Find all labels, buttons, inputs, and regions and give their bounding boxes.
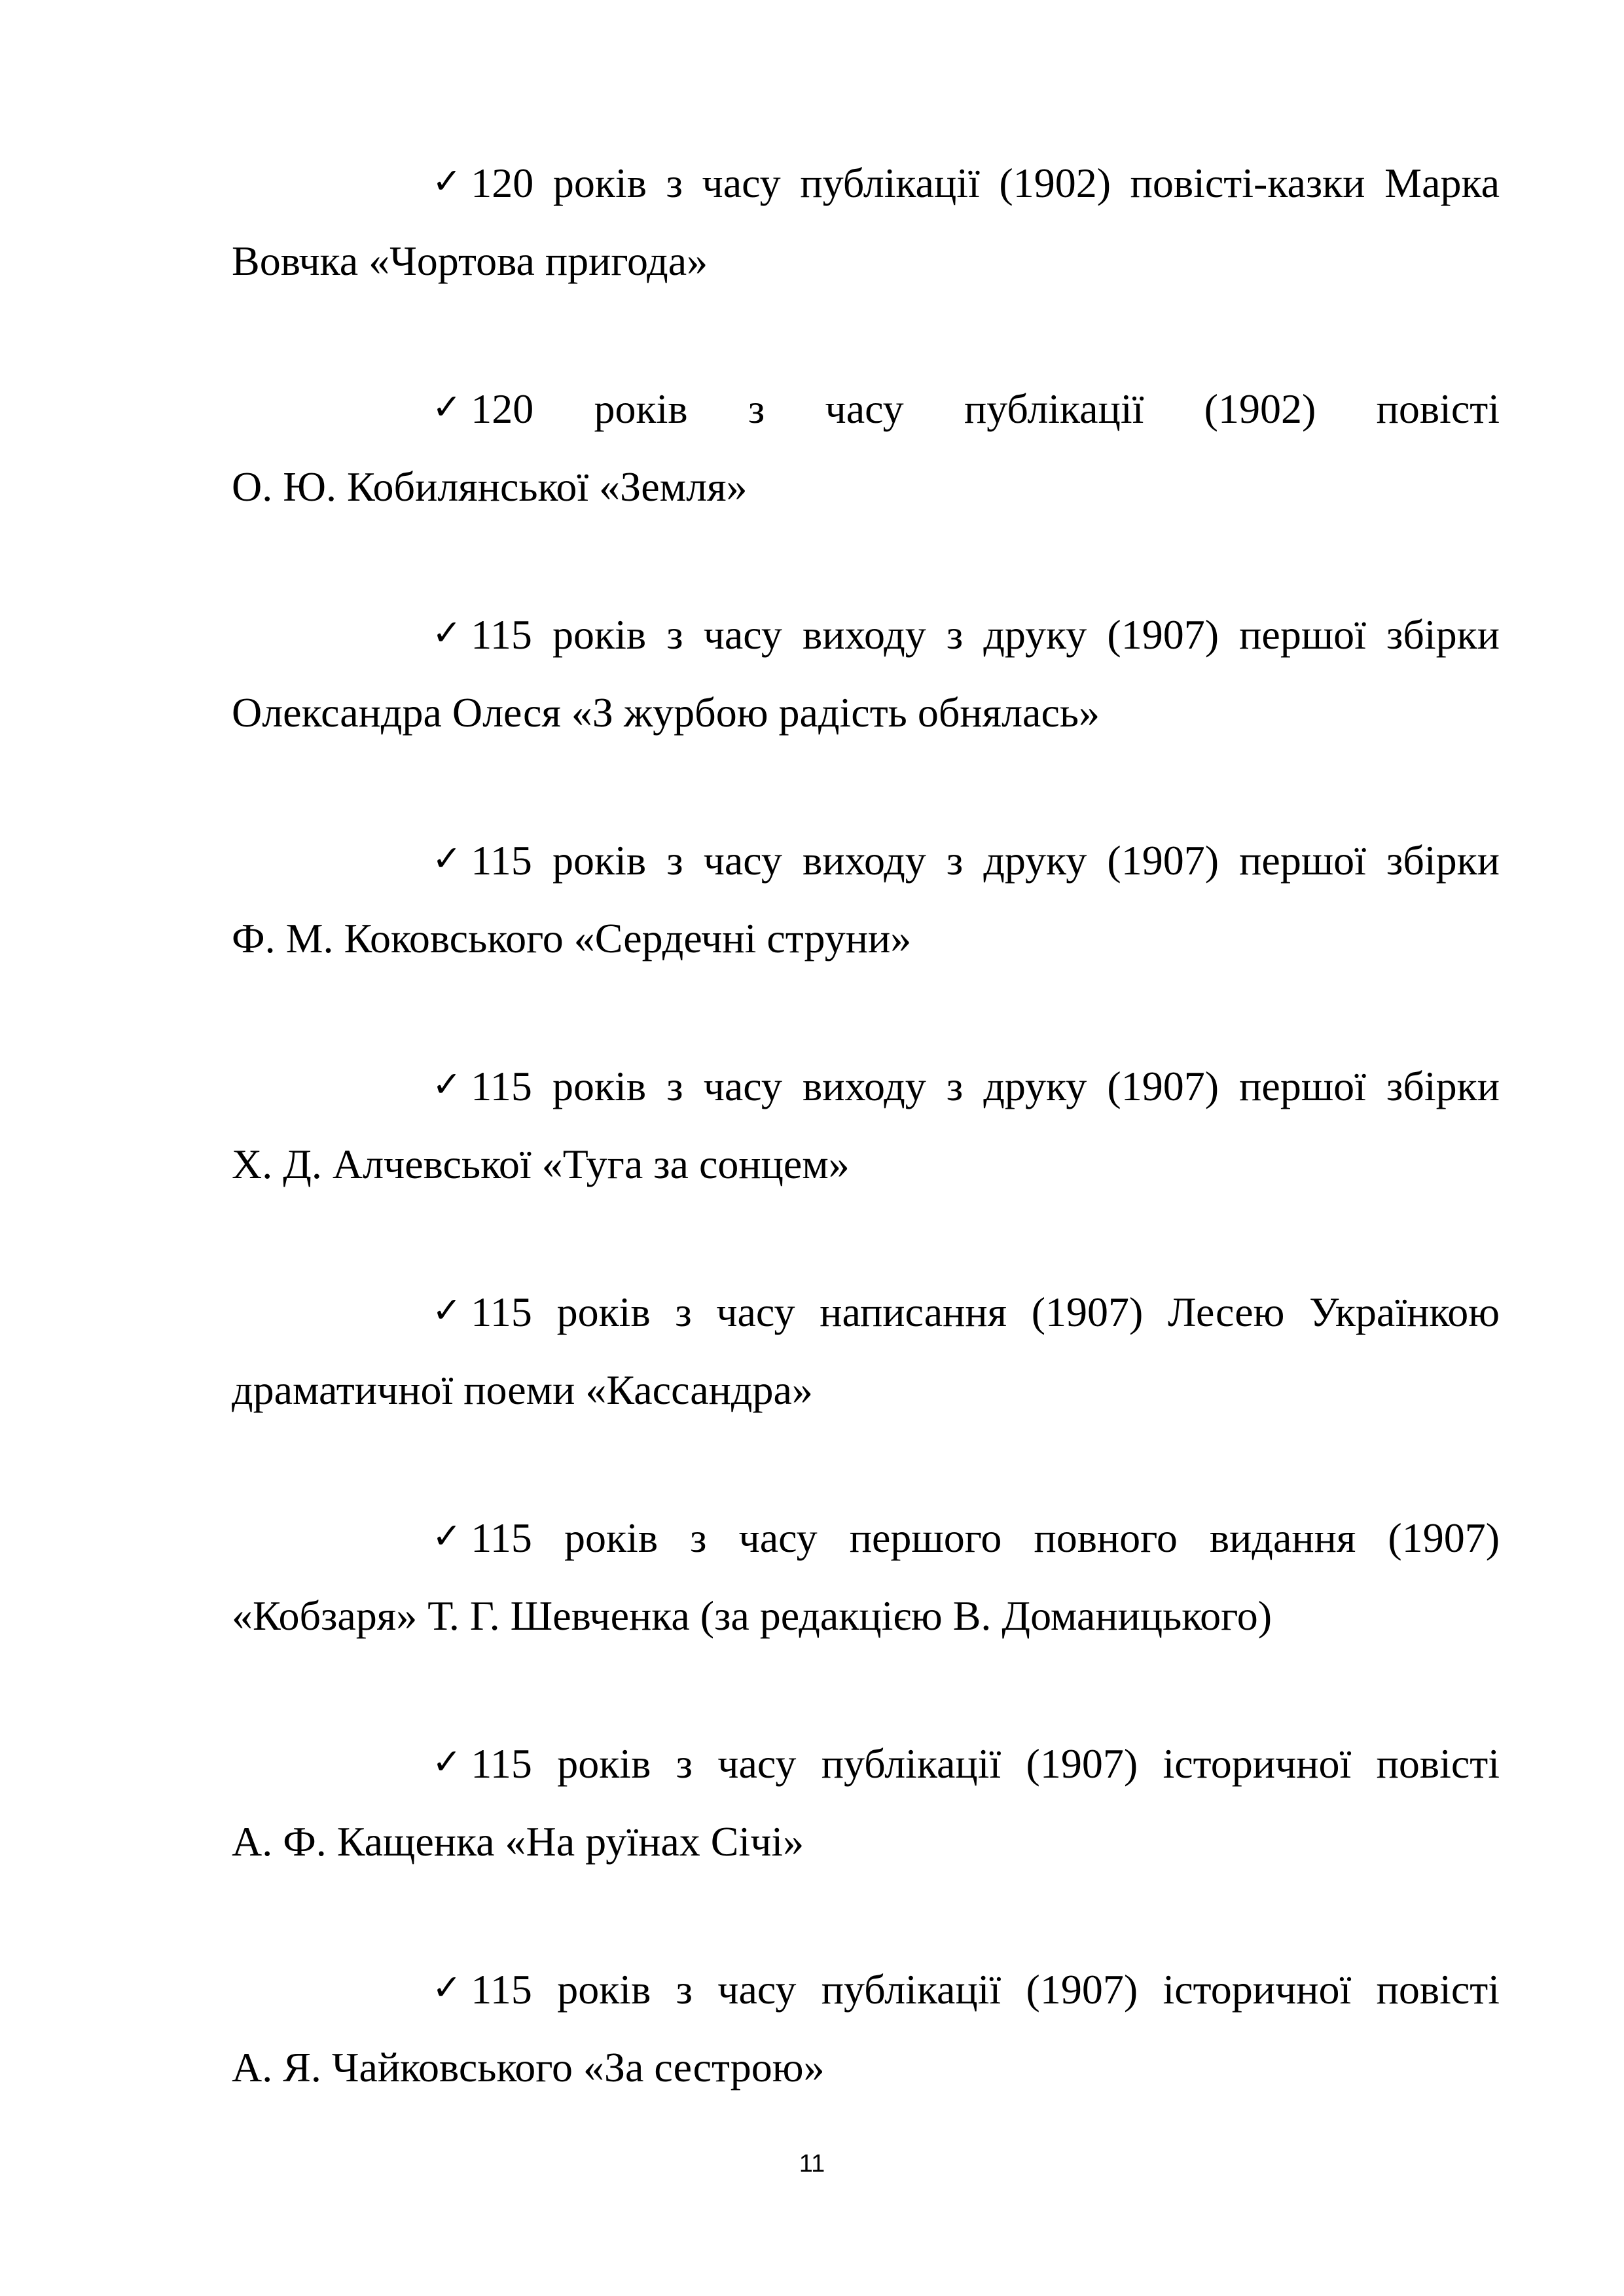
entry-text-line1: 115 років з часу написання (1907) Лесею Українкою [471,1289,1500,1335]
entry-text-line2: А. Ф. Кащенка «На руїнах Січі» [232,1818,804,1865]
entry-text-line1: 120 років з часу публікації (1902) повісті-казки Марка [471,160,1500,206]
checkmark-icon: ✓ [432,612,462,653]
anniversary-entry-6 [232,1274,1500,1428]
anniversary-entry-4 [232,823,1500,977]
entry-text-line1: 115 років з часу публікації (1907) історичної повісті [471,1966,1500,2013]
anniversary-entry-1 [232,145,1500,299]
entry-text-line2: Х. Д. Алчевської «Туга за сонцем» [232,1141,850,1187]
checkmark-icon: ✓ [432,1741,462,1782]
checkmark-icon: ✓ [432,1289,462,1331]
entry-text-line1: 115 років з часу публікації (1907) історичної повісті [471,1740,1500,1787]
checkmark-icon: ✓ [432,160,462,202]
checkmark-icon: ✓ [432,1967,462,2008]
entry-text-line2: Вовчка «Чортова пригода» [232,238,708,284]
entry-first-line [232,1726,1500,1804]
entry-first-line [232,1952,1500,2030]
entry-text-line2: Ф. М. Коковського «Сердечні струни» [232,915,912,961]
entry-text-line1: 120 років з часу публікації (1902) повісті [471,386,1500,432]
entry-text-line1: 115 років з часу виходу з друку (1907) першої збірки [471,611,1500,658]
entry-first-line [232,1049,1500,1126]
entry-text-line2: О. Ю. Кобилянської «Земля» [232,463,748,510]
entry-text-line2: «Кобзаря» Т. Г. Шевченка (за редакцією В. Доманицького) [232,1592,1272,1639]
entry-text-line2: драматичної поеми «Кассандра» [232,1367,813,1413]
entry-text-line2: А. Я. Чайковського «За сестрою» [232,2044,825,2090]
entry-text-line2: Олександра Олеся «З журбою радість обнялась» [232,689,1100,736]
entry-text-line1: 115 років з часу виходу з друку (1907) першої збірки [471,837,1500,884]
entry-first-line [232,1274,1500,1352]
anniversary-entry-8 [232,1726,1500,1880]
anniversary-entry-3 [232,597,1500,751]
anniversary-entry-5 [232,1049,1500,1202]
entry-first-line [232,371,1500,449]
anniversary-entry-2 [232,371,1500,525]
checkmark-icon: ✓ [432,1515,462,1556]
checkmark-icon: ✓ [432,838,462,879]
entry-first-line [232,1500,1500,1578]
entry-first-line [232,823,1500,901]
checkmark-icon: ✓ [432,1064,462,1105]
entry-text-line1: 115 років з часу виходу з друку (1907) першої збірки [471,1063,1500,1109]
entry-first-line [232,145,1500,223]
checkmark-icon: ✓ [432,386,462,427]
entry-first-line [232,597,1500,675]
entry-text-line1: 115 років з часу першого повного видання (1907) [471,1515,1500,1561]
page-number: 11 [799,2150,825,2178]
anniversary-entry-7 [232,1500,1500,1654]
anniversary-entry-9 [232,1952,1500,2106]
